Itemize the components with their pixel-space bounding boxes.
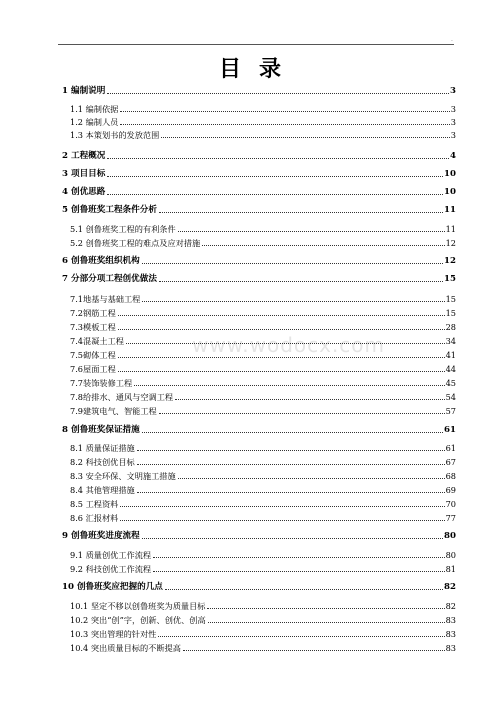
- toc-leader-dots: [107, 194, 443, 195]
- toc-entry[interactable]: [70, 600, 456, 612]
- toc-entry[interactable]: [70, 642, 456, 654]
- toc-entry-label: 3 项目目标: [62, 169, 106, 179]
- toc-leader-dots: [126, 343, 445, 344]
- toc-entry-label: 6 创鲁班奖组织机构: [62, 256, 140, 266]
- toc-page-number: 15: [445, 294, 456, 304]
- toc-page-number: 77: [445, 513, 456, 523]
- toc-page-number: 15: [444, 274, 456, 284]
- toc-entry-label: 9.1 质量创优工作流程: [70, 550, 152, 560]
- toc-leader-dots: [158, 636, 444, 637]
- toc-page-number: 81: [445, 564, 456, 574]
- toc-page-number: 44: [445, 364, 456, 374]
- toc-entry-label: 8.4 其他管理措施: [70, 485, 135, 495]
- toc-leader-dots: [120, 124, 449, 125]
- toc-entry[interactable]: [70, 103, 456, 115]
- toc-entry-label: 7.8给排水、通风与空调工程: [70, 392, 174, 402]
- toc-leader-dots: [118, 329, 445, 330]
- toc-entry[interactable]: [70, 321, 456, 333]
- toc-entry-label: 8.5 工程资料: [70, 499, 119, 509]
- toc-leader-dots: [159, 413, 445, 414]
- toc-entry[interactable]: [70, 237, 456, 249]
- toc-page-number: 80: [445, 550, 456, 560]
- toc-leader-dots: [137, 464, 445, 465]
- toc-entry-label: 8.3 安全环保、文明施工措施: [70, 471, 176, 481]
- toc-page-number: 82: [444, 582, 456, 592]
- toc-entry[interactable]: [62, 530, 456, 542]
- toc-entry[interactable]: [62, 168, 456, 180]
- toc-entry-label: 7.1地基与基础工程: [70, 294, 141, 304]
- toc-entry-label: 7.2钢筋工程: [70, 308, 116, 318]
- toc-entry-label: 9 创鲁班奖进度流程: [62, 531, 140, 541]
- toc-page-number: 41: [445, 350, 456, 360]
- toc-leader-dots: [142, 301, 444, 302]
- toc-leader-dots: [165, 589, 443, 590]
- toc-entry-label: 1.2 编制人员: [70, 117, 119, 127]
- toc-page-number: 83: [445, 615, 456, 625]
- toc-entry[interactable]: [70, 442, 456, 454]
- toc-leader-dots: [178, 478, 445, 479]
- toc-entry-label: 2 工程概况: [62, 151, 106, 161]
- toc-entry[interactable]: [70, 349, 456, 361]
- toc-entry[interactable]: [70, 293, 456, 305]
- toc-entry-label: 1.3 本策划书的发放范围: [70, 130, 160, 140]
- toc-page-number: 3: [450, 86, 456, 96]
- toc-page-number: 61: [445, 443, 456, 453]
- toc-entry-label: 8.6 汇报材料: [70, 513, 119, 523]
- toc-leader-dots: [120, 111, 449, 112]
- toc-entry[interactable]: [70, 470, 456, 482]
- toc-entry[interactable]: [70, 335, 456, 347]
- toc-leader-dots: [134, 385, 444, 386]
- toc-page-number: 83: [445, 643, 456, 653]
- toc-entry-label: 7.3模板工程: [70, 322, 116, 332]
- toc-page-number: 54: [445, 392, 456, 402]
- toc-entry-label: 8 创鲁班奖保证措施: [62, 425, 140, 435]
- toc-entry[interactable]: [70, 405, 456, 417]
- toc-page-number: 15: [445, 308, 456, 318]
- toc-page-number: 45: [445, 378, 456, 388]
- page-title: 目录: [218, 57, 299, 82]
- toc-entry[interactable]: [70, 628, 456, 640]
- toc-leader-dots: [159, 281, 443, 282]
- toc-entry[interactable]: [62, 581, 456, 593]
- toc-page-number: 11: [445, 224, 456, 234]
- toc-leader-dots: [202, 245, 444, 246]
- toc-entry[interactable]: [62, 150, 456, 162]
- toc-leader-dots: [178, 231, 445, 232]
- toc-page-number: 28: [445, 322, 456, 332]
- toc-leader-dots: [142, 432, 443, 433]
- toc-entry-label: 8.2 科技创优目标: [70, 457, 135, 467]
- toc-entry[interactable]: [70, 512, 456, 524]
- toc-entry-label: 9.2 科技创优工作流程: [70, 564, 152, 574]
- toc-leader-dots: [208, 622, 445, 623]
- toc-entry[interactable]: [70, 614, 456, 626]
- toc-page-number: 67: [445, 457, 456, 467]
- toc-entry[interactable]: [70, 129, 456, 141]
- toc-entry-label: 1 编制说明: [62, 86, 106, 96]
- toc-page-number: 10: [444, 169, 456, 179]
- toc-entry-label: 10.1 坚定不移以创鲁班奖为质量目标: [70, 601, 206, 611]
- toc-page-number: 80: [444, 531, 456, 541]
- toc-entry-label: 10 创鲁班奖应把握的几点: [62, 582, 163, 592]
- toc-entry[interactable]: [62, 204, 456, 216]
- toc-leader-dots: [137, 492, 445, 493]
- toc-leader-dots: [153, 571, 444, 572]
- toc-page-number: 70: [445, 499, 456, 509]
- toc-entry-label: 7.9建筑电气、智能工程: [70, 406, 157, 416]
- toc-entry-label: 7 分部分项工程创优做法: [62, 274, 157, 284]
- toc-leader-dots: [118, 371, 445, 372]
- toc-leader-dots: [159, 212, 443, 213]
- toc-entry[interactable]: [70, 549, 456, 561]
- toc-page-number: 3: [450, 130, 456, 140]
- toc-page-number: 34: [445, 336, 456, 346]
- toc-page-number: 12: [445, 238, 456, 248]
- toc-page-number: 69: [445, 485, 456, 495]
- toc-leader-dots: [107, 93, 449, 94]
- toc-page-number: 3: [450, 104, 456, 114]
- toc-leader-dots: [153, 557, 444, 558]
- toc-page-number: 82: [445, 601, 456, 611]
- toc-page-number: 11: [444, 205, 456, 215]
- toc-page-number: 10: [444, 187, 456, 197]
- toc-entry[interactable]: [62, 273, 456, 285]
- toc-leader-dots: [183, 650, 445, 651]
- toc-page-number: 61: [444, 425, 456, 435]
- toc-entry[interactable]: [70, 391, 456, 403]
- toc-page-number: 68: [445, 471, 456, 481]
- toc-leader-dots: [175, 399, 444, 400]
- toc-leader-dots: [107, 176, 443, 177]
- toc-entry-label: 4 创优思路: [62, 187, 106, 197]
- toc-leader-dots: [120, 506, 444, 507]
- toc-entry[interactable]: [70, 363, 456, 375]
- toc-leader-dots: [118, 357, 445, 358]
- toc-entry-label: 5.2 创鲁班奖工程的难点及应对措施: [70, 238, 201, 248]
- header-mark: .: [451, 36, 453, 43]
- toc-leader-dots: [207, 608, 444, 609]
- toc-entry[interactable]: [62, 85, 456, 97]
- toc-leader-dots: [137, 450, 445, 451]
- toc-entry-label: 5 创鲁班奖工程条件分析: [62, 205, 157, 215]
- toc-entry[interactable]: [70, 498, 456, 510]
- toc-entry-label: 10.2 突出“创”字，创新、创优、创高: [70, 615, 206, 625]
- toc-page-number: 12: [444, 256, 456, 266]
- toc-entry[interactable]: [62, 424, 456, 436]
- toc-leader-dots: [118, 315, 445, 316]
- toc-entry-label: 10.4 突出质量目标的不断提高: [70, 643, 181, 653]
- toc-entry-label: 7.4混凝土工程: [70, 336, 124, 346]
- toc-leader-dots: [120, 520, 444, 521]
- watermark: www.wodocx.com: [192, 333, 386, 357]
- toc-entry[interactable]: [70, 563, 456, 575]
- toc-entry-label: 5.1 创鲁班奖工程的有利条件: [70, 224, 176, 234]
- toc-entry-label: 7.7装饰装修工程: [70, 378, 133, 388]
- toc-entry[interactable]: [70, 223, 456, 235]
- toc-entry-label: 7.5砌体工程: [70, 350, 116, 360]
- toc-leader-dots: [161, 137, 449, 138]
- toc-entry-label: 7.6屋面工程: [70, 364, 116, 374]
- toc-leader-dots: [107, 158, 449, 159]
- toc-entry-label: 1.1 编制依据: [70, 104, 119, 114]
- toc-page-number: 3: [450, 117, 456, 127]
- toc-entry[interactable]: [70, 116, 456, 128]
- toc-leader-dots: [142, 538, 443, 539]
- toc-entry[interactable]: [62, 255, 456, 267]
- toc-entry-label: 10.3 突出管理的针对性: [70, 629, 157, 639]
- toc-entry-label: 8.1 质量保证措施: [70, 443, 135, 453]
- toc-page-number: 83: [445, 629, 456, 639]
- toc-entry[interactable]: [70, 307, 456, 319]
- toc-page-number: 4: [450, 151, 456, 161]
- toc-leader-dots: [142, 263, 443, 264]
- toc-entry[interactable]: [62, 186, 456, 198]
- toc-page-number: 57: [445, 406, 456, 416]
- toc-entry[interactable]: [70, 377, 456, 389]
- toc-entry[interactable]: [70, 456, 456, 468]
- toc-entry[interactable]: [70, 484, 456, 496]
